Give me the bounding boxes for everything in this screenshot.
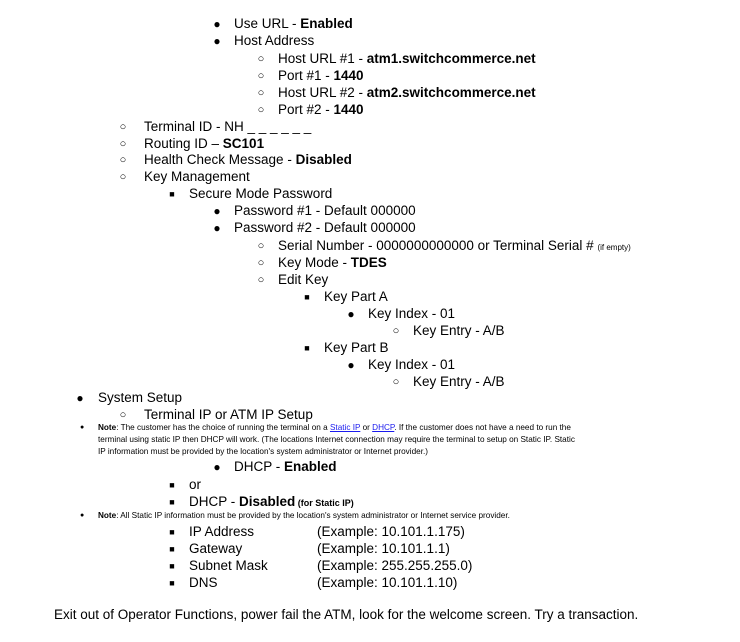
dhcp-disabled-label: DHCP - xyxy=(189,494,240,509)
static-ip-link[interactable]: Static IP xyxy=(329,423,361,432)
bullet-circle: ○ xyxy=(257,87,265,99)
dhcp-enabled-item xyxy=(214,459,337,475)
password-1-label: Password #1 - Default 000000 xyxy=(234,203,416,218)
bullet-dot: ● xyxy=(80,424,85,431)
key-mode-value: TDES xyxy=(350,255,387,270)
bullet-dot: ● xyxy=(80,512,85,519)
or-item xyxy=(167,477,201,493)
key-part-a-label: Key Part A xyxy=(324,289,388,304)
dhcp-enabled-value: Enabled xyxy=(284,459,337,474)
bullet-square: ■ xyxy=(169,561,175,571)
bullet-circle: ○ xyxy=(119,154,127,166)
footer-instruction: Exit out of Operator Functions, power fail the ATM, look for the welcome screen. Try a transaction. xyxy=(54,607,639,622)
password-2-item xyxy=(214,220,416,236)
bullet-dot: ● xyxy=(347,358,355,372)
bullet-circle: ○ xyxy=(392,325,400,337)
serial-number-item xyxy=(258,238,631,256)
key-index-a-item xyxy=(348,306,455,322)
serial-number-label: Serial Number - 0000000000000 or Terminal Serial # xyxy=(278,238,598,253)
ip-setting-example: (Example: 255.255.255.0) xyxy=(317,558,473,573)
key-entry-a-label: Key Entry - A/B xyxy=(413,323,505,338)
bullet-circle: ○ xyxy=(392,376,400,388)
note-static-ip-info xyxy=(80,510,510,522)
bullet-square: ■ xyxy=(304,343,310,353)
note-1-text-c: . If the customer does not have a need to run the xyxy=(394,423,571,432)
host-url-2-value: atm2.switchcommerce.net xyxy=(366,85,536,100)
key-mode-label: Key Mode - xyxy=(278,255,351,270)
note-1-text-a: : The customer has the choice of running the terminal on a xyxy=(116,423,330,432)
use-url-label: Use URL - xyxy=(234,16,301,31)
bullet-circle: ○ xyxy=(257,53,265,65)
ip-setting-name: DNS xyxy=(189,575,218,590)
terminal-id-item xyxy=(120,119,311,135)
serial-number-note: (if empty) xyxy=(597,243,631,252)
bullet-circle: ○ xyxy=(257,104,265,116)
bullet-circle: ○ xyxy=(257,240,265,252)
bullet-square: ■ xyxy=(169,189,175,199)
bullet-square: ■ xyxy=(169,480,175,490)
port-1-item xyxy=(258,68,364,84)
or-label: or xyxy=(189,477,202,492)
note-static-ip xyxy=(80,422,575,458)
host-address-label: Host Address xyxy=(234,33,315,48)
health-check-label: Health Check Message - xyxy=(144,152,296,167)
bullet-dot: ● xyxy=(213,17,221,31)
dhcp-disabled-note: (for Static IP) xyxy=(295,498,354,508)
bullet-dot: ● xyxy=(76,391,84,405)
bullet-square: ■ xyxy=(169,527,175,537)
ip-setting-name: Gateway xyxy=(189,541,243,556)
note-1-line-2: terminal using static IP then DHCP will work. (The locations Internet connection may require the terminal to setup on Static IP. Static xyxy=(98,435,575,444)
bullet-circle: ○ xyxy=(119,171,127,183)
use-url-value: Enabled xyxy=(300,16,353,31)
system-setup-label: System Setup xyxy=(98,390,183,405)
bullet-circle: ○ xyxy=(257,257,265,269)
dhcp-disabled-value: Disabled xyxy=(239,494,296,509)
terminal-ip-item xyxy=(120,407,313,423)
port-2-item xyxy=(258,102,364,118)
bullet-dot: ● xyxy=(213,460,221,474)
key-part-a-item xyxy=(302,289,388,305)
bullet-square: ■ xyxy=(169,544,175,554)
health-check-value: Disabled xyxy=(295,152,352,167)
bullet-circle: ○ xyxy=(257,70,265,82)
note-1-line-1 xyxy=(98,422,575,434)
bullet-circle: ○ xyxy=(257,274,265,286)
key-mode-item xyxy=(258,255,387,271)
dhcp-link[interactable]: DHCP xyxy=(372,423,395,432)
host-url-1-item xyxy=(258,51,536,67)
edit-key-item xyxy=(258,272,328,288)
bullet-square: ■ xyxy=(169,497,175,507)
use-url-item xyxy=(214,16,353,32)
key-part-b-label: Key Part B xyxy=(324,340,389,355)
ip-setting-row xyxy=(167,541,450,557)
ip-setting-example: (Example: 10.101.1.1) xyxy=(317,541,450,556)
health-check-item xyxy=(120,152,352,168)
bullet-circle: ○ xyxy=(119,409,127,421)
key-index-a-label: Key Index - 01 xyxy=(368,306,456,321)
port-1-label: Port #1 - xyxy=(278,68,334,83)
routing-id-item xyxy=(120,136,264,152)
secure-mode-label: Secure Mode Password xyxy=(189,186,333,201)
note-2-text: : All Static IP information must be provided by the location's system administrator or Internet service provider. xyxy=(116,511,510,520)
terminal-id-label: Terminal ID - NH _ _ _ _ _ _ xyxy=(144,119,312,134)
key-entry-a-item xyxy=(393,323,505,339)
terminal-ip-label: Terminal IP or ATM IP Setup xyxy=(144,407,313,422)
edit-key-label: Edit Key xyxy=(278,272,329,287)
password-1-item xyxy=(214,203,416,219)
ip-setting-row xyxy=(167,558,473,574)
note-1-label: Note xyxy=(98,423,117,432)
password-2-label: Password #2 - Default 000000 xyxy=(234,220,416,235)
routing-id-value: SC101 xyxy=(222,136,265,151)
port-2-label: Port #2 - xyxy=(278,102,334,117)
host-url-1-value: atm1.switchcommerce.net xyxy=(366,51,536,66)
note-1-line-3: IP information must be provided by the location's system administrator or Internet provider.) xyxy=(98,447,428,456)
ip-setting-row xyxy=(167,575,458,591)
bullet-dot: ● xyxy=(213,204,221,218)
bullet-circle: ○ xyxy=(119,121,127,133)
dhcp-disabled-item xyxy=(167,494,354,511)
system-setup-item xyxy=(75,390,182,406)
host-url-2-label: Host URL #2 - xyxy=(278,85,367,100)
ip-setting-example: (Example: 10.101.1.10) xyxy=(317,575,458,590)
bullet-dot: ● xyxy=(347,307,355,321)
bullet-square: ■ xyxy=(169,578,175,588)
bullet-dot: ● xyxy=(213,34,221,48)
dhcp-enabled-label: DHCP - xyxy=(234,459,285,474)
ip-setting-example: (Example: 10.101.1.175) xyxy=(317,524,465,539)
routing-id-label: Routing ID – xyxy=(144,136,223,151)
note-2-label: Note xyxy=(98,511,117,520)
ip-setting-name: Subnet Mask xyxy=(189,558,268,573)
host-url-1-label: Host URL #1 - xyxy=(278,51,367,66)
note-1-text-b: or xyxy=(360,423,373,432)
bullet-circle: ○ xyxy=(119,138,127,150)
key-entry-b-item xyxy=(393,374,505,390)
secure-mode-item xyxy=(167,186,332,202)
bullet-dot: ● xyxy=(213,221,221,235)
key-index-b-label: Key Index - 01 xyxy=(368,357,456,372)
key-entry-b-label: Key Entry - A/B xyxy=(413,374,505,389)
key-management-item xyxy=(120,169,250,185)
ip-setting-name: IP Address xyxy=(189,524,255,539)
port-1-value: 1440 xyxy=(333,68,364,83)
host-address-item xyxy=(214,33,314,49)
key-management-label: Key Management xyxy=(144,169,250,184)
ip-setting-row xyxy=(167,524,465,540)
key-part-b-item xyxy=(302,340,389,356)
bullet-square: ■ xyxy=(304,292,310,302)
host-url-2-item xyxy=(258,85,536,101)
port-2-value: 1440 xyxy=(333,102,364,117)
key-index-b-item xyxy=(348,357,455,373)
